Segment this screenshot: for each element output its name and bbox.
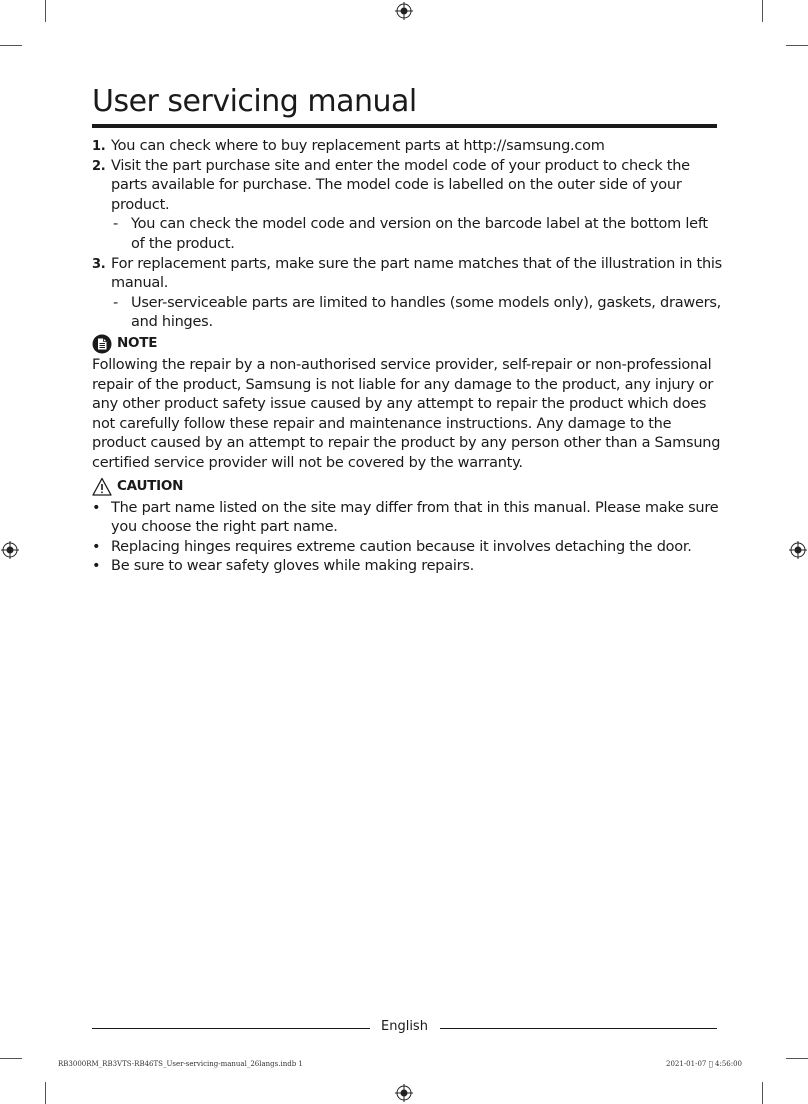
- crop-mark: [45, 0, 46, 22]
- title-underline: [92, 124, 717, 128]
- crop-mark: [0, 45, 22, 46]
- step-text: You can check where to buy replacement parts at http://samsung.com: [111, 138, 605, 154]
- caution-item: [92, 557, 722, 577]
- caution-text: Replacing hinges requires extreme caution because it involves detaching the door.: [111, 538, 692, 555]
- note-label: NOTE: [117, 335, 158, 352]
- note-text: Following the repair by a non-authorised service provider, self-repair or non-professional repair of the product, Samsung is not liable for any damage to the product, any injury or any other product safety issue caused by any attempt to repair the product which does not carefully follow these repair and maintenance instructions. Any damage to the product caused by an attempt to repair the product by any person other than a Samsung certified service provider will not be covered by the warranty.: [92, 356, 721, 471]
- step-subnote: [92, 294, 722, 333]
- dash-marker: -: [113, 294, 118, 311]
- crop-mark: [45, 1082, 46, 1104]
- page-title: User servicing manual: [92, 84, 417, 119]
- caution-text: The part name listed on the site may differ from that in this manual. Please make sure you choose the right part name.: [111, 499, 719, 536]
- caution-item: [92, 499, 722, 538]
- print-timestamp: 2021-01-07   4:56:00: [666, 1060, 742, 1068]
- crop-mark: [786, 45, 808, 46]
- crop-mark: [762, 0, 763, 22]
- subnote-text: User-serviceable parts are limited to handles (some models only), gaskets, drawers, and hinges.: [131, 294, 721, 331]
- step-number: 2.: [92, 158, 106, 174]
- caution-item: [92, 538, 722, 558]
- step-text: Visit the part purchase site and enter the model code of your product to check the parts available for purchase. The model code is labelled on the outer side of your product.: [111, 157, 690, 213]
- step-number: 1.: [92, 139, 106, 154]
- caution-label: CAUTION: [117, 477, 184, 494]
- caution-heading: [92, 477, 722, 497]
- registration-mark-icon: [395, 1084, 413, 1102]
- bullet-marker: •: [92, 558, 101, 575]
- step-number: 3.: [92, 256, 106, 272]
- crop-mark: [0, 1058, 22, 1059]
- warning-triangle-icon: [92, 477, 112, 497]
- note-icon: [92, 334, 112, 354]
- crop-mark: [786, 1058, 808, 1059]
- bullet-marker: •: [92, 499, 101, 516]
- manual-body: [92, 137, 722, 577]
- footer-rule-left: [92, 1028, 370, 1029]
- step-text: For replacement parts, make sure the part name matches that of the illustration in this manual.: [111, 255, 722, 292]
- bullet-marker: •: [92, 538, 101, 555]
- footer-rule-right: [440, 1028, 717, 1029]
- registration-mark-icon: [395, 2, 413, 20]
- file-slug: RB3000RM_RB3VTS-RB46TS_User-servicing-manual_26langs.indb 1: [58, 1060, 303, 1068]
- step-item: [92, 255, 722, 294]
- registration-mark-icon: [789, 541, 807, 559]
- note-heading: [92, 334, 722, 354]
- step-item: [92, 137, 722, 157]
- caution-text: Be sure to wear safety gloves while making repairs.: [111, 558, 475, 575]
- step-subnote: [92, 215, 722, 254]
- footer-language: English: [381, 1019, 428, 1034]
- dash-marker: -: [113, 216, 118, 233]
- crop-mark: [762, 1082, 763, 1104]
- registration-mark-icon: [1, 541, 19, 559]
- step-item: [92, 157, 722, 216]
- subnote-text: You can check the model code and version on the barcode label at the bottom left of the product.: [131, 216, 708, 252]
